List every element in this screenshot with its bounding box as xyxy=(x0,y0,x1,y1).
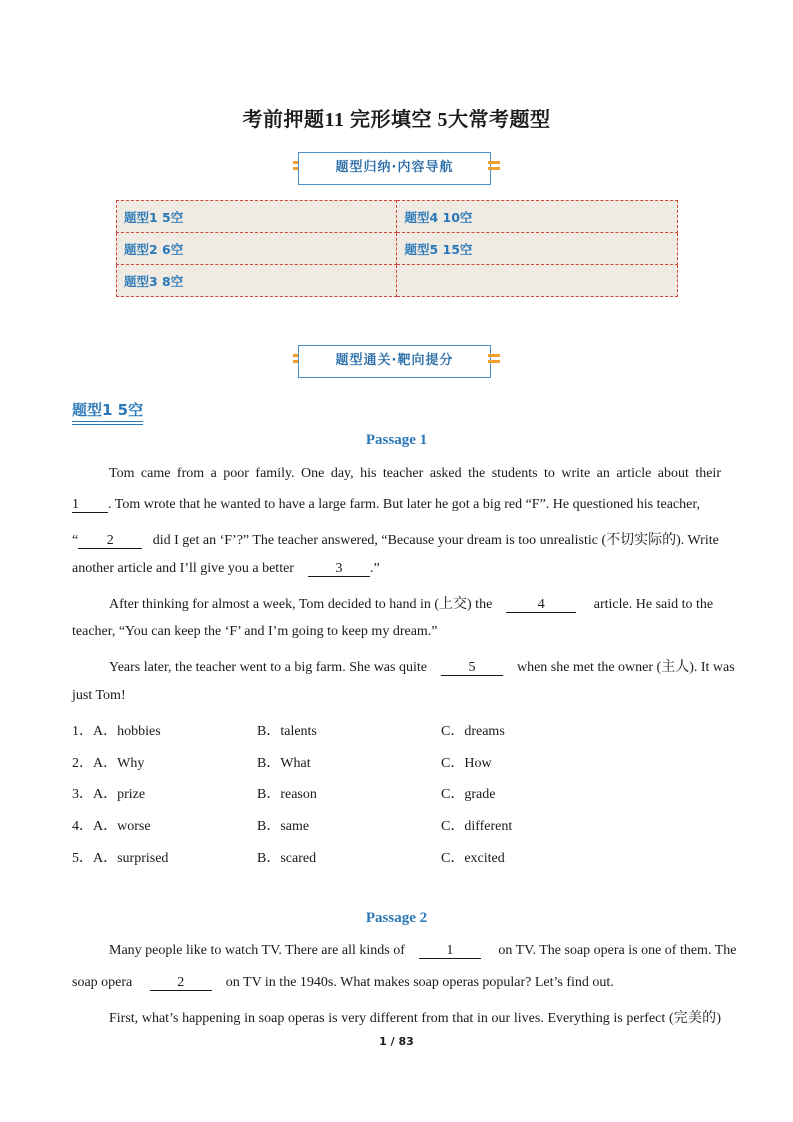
p2-line1-text-a: After thinking for almost a week, Tom decided to hand in (上交) the xyxy=(109,597,493,612)
nav-item-type5[interactable]: 题型5 15空 xyxy=(397,233,678,265)
nav-item-empty xyxy=(397,265,678,297)
practice-banner-label: 题型通关·靶向提分 xyxy=(335,353,454,368)
nav-item-type2[interactable]: 题型2 6空 xyxy=(117,233,397,265)
q1-option-a[interactable]: 1．A．hobbies xyxy=(72,724,161,739)
q5-option-b[interactable]: B．scared xyxy=(257,851,317,866)
passage1-title: Passage 1 xyxy=(365,432,428,448)
q4-option-c[interactable]: C．different xyxy=(441,819,513,834)
p3-line1 xyxy=(72,656,735,676)
blank-1: 1 xyxy=(72,497,108,513)
open-quote: “ xyxy=(72,533,79,548)
p3-line2: just Tom! xyxy=(72,688,126,703)
page-title: 考前押题11 完形填空 5大常考题型 xyxy=(242,109,551,131)
navigation-table xyxy=(116,200,678,297)
nav-item-type3[interactable]: 题型3 8空 xyxy=(117,265,397,297)
practice-banner xyxy=(298,345,495,377)
p1-line2-text: . Tom wrote that he wanted to have a large farm. But later he got a big red “F”. He questioned his teacher, xyxy=(108,497,700,512)
q3-option-b[interactable]: B．reason xyxy=(257,787,317,802)
passage2-line2-text-a: soap opera xyxy=(72,975,133,990)
p1-line1: Tom came from a poor family. One day, his teacher asked the students to write an article about their xyxy=(109,466,721,481)
blank-3: 3 xyxy=(308,561,370,577)
nav-banner-label: 题型归纳·内容导航 xyxy=(335,160,454,175)
p3-line1-text-a: Years later, the teacher went to a big farm. She was quite xyxy=(109,660,427,675)
q5-option-c[interactable]: C．excited xyxy=(441,851,505,866)
passage2-blank-2: 2 xyxy=(150,975,212,991)
p3-line1-text-b: when she met the owner (主人). It was xyxy=(516,660,735,675)
q4-option-a[interactable]: 4．A．worse xyxy=(72,819,151,834)
banner-decoration-icon xyxy=(488,354,500,368)
q1-option-c[interactable]: C．dreams xyxy=(441,724,505,739)
passage2-line2 xyxy=(72,975,721,991)
p1-line4-text: another article and I’ll give you a better xyxy=(72,561,294,576)
p1-line4 xyxy=(72,561,721,577)
q2-option-b[interactable]: B．What xyxy=(257,756,311,771)
close-quote: .” xyxy=(369,561,380,576)
blank-4: 4 xyxy=(506,597,576,613)
q1-option-b[interactable]: B．talents xyxy=(257,724,317,739)
p2-line1 xyxy=(72,593,721,613)
blank-5: 5 xyxy=(441,660,503,676)
p2-line1-text-b: article. He said to the xyxy=(593,597,714,612)
p1-line2 xyxy=(72,497,721,513)
p1-line3-text: did I get an ‘F’?” The teacher answered, “Because your dream is too unrealistic (不切实际的). Write xyxy=(152,533,719,548)
page-number: 1 / 83 xyxy=(379,1035,414,1048)
q5-option-a[interactable]: 5．A．surprised xyxy=(72,851,169,866)
passage2-line2-text-b: on TV in the 1940s. What makes soap operas popular? Let’s find out. xyxy=(225,975,614,990)
p2-line2: teacher, “You can keep the ‘F’ and I’m going to keep my dream.” xyxy=(72,624,438,639)
passage2-line1-text-b: on TV. The soap opera is one of them. The xyxy=(498,943,737,958)
passage2-title: Passage 2 xyxy=(365,910,428,926)
nav-banner xyxy=(298,152,495,184)
passage2-blank-1: 1 xyxy=(419,943,481,959)
q3-option-c[interactable]: C．grade xyxy=(441,787,496,802)
banner-decoration-icon xyxy=(488,161,500,175)
passage2-line1 xyxy=(72,943,737,959)
section-heading-type1[interactable]: 题型1 5空 xyxy=(72,399,143,422)
nav-item-type4[interactable]: 题型4 10空 xyxy=(397,201,678,233)
q2-option-a[interactable]: 2．A．Why xyxy=(72,756,145,771)
nav-item-type1[interactable]: 题型1 5空 xyxy=(117,201,397,233)
blank-2: 2 xyxy=(78,533,142,549)
q3-option-a[interactable]: 3．A．prize xyxy=(72,787,146,802)
p1-line3 xyxy=(72,529,721,549)
q2-option-c[interactable]: C．How xyxy=(441,756,492,771)
passage2-line3: First, what’s happening in soap operas is very different from that in our lives. Everything is perfect (完美的) xyxy=(109,1011,721,1026)
passage2-line1-text-a: Many people like to watch TV. There are all kinds of xyxy=(109,943,405,958)
q4-option-b[interactable]: B．same xyxy=(257,819,310,834)
